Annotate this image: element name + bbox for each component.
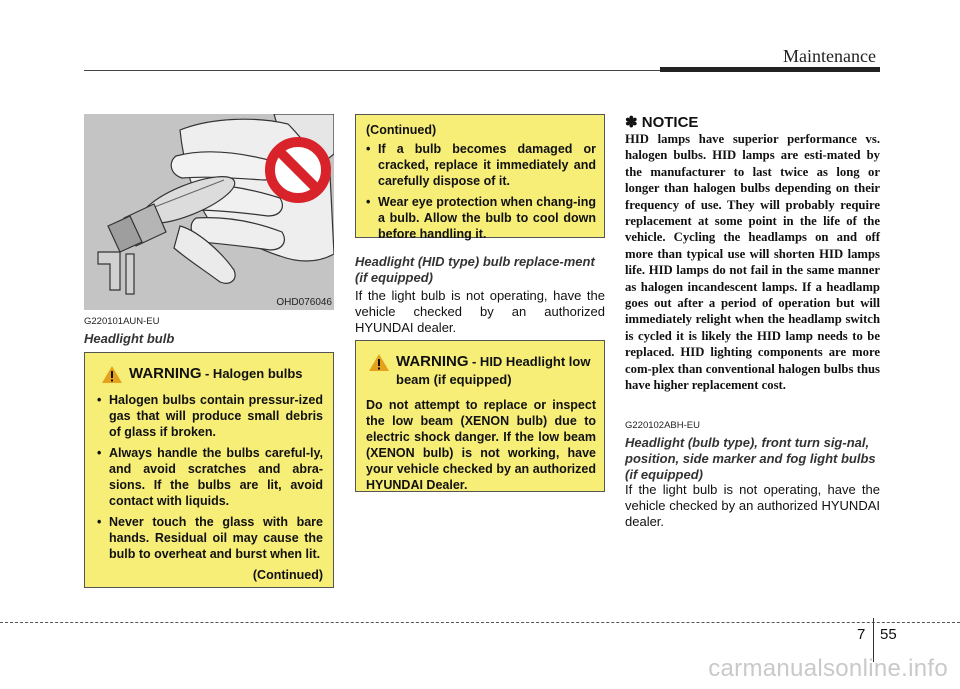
paragraph-bulb-type: If the light bulb is not operating, have the vehicle checked by an authorized HYUNDAI dealer. xyxy=(625,482,880,529)
hand-holding-bulb-drawing xyxy=(84,114,334,310)
warning-box-continued xyxy=(355,114,605,241)
heading-headlight-bulb: Headlight bulb xyxy=(84,331,175,346)
headlight-bulb-illustration xyxy=(84,114,334,310)
chapter-number: 7 xyxy=(857,626,866,643)
heading-hid-replacement: Headlight (HID type) bulb replace-ment (if equipped) xyxy=(355,254,595,285)
continued-label: (Continued) xyxy=(252,568,323,582)
warning-box-hid xyxy=(355,340,605,492)
warning-label: WARNING xyxy=(129,365,202,382)
warning-subtitle: - HID Headlight low beam (if equipped) xyxy=(396,354,591,387)
section-title: Maintenance xyxy=(783,46,876,66)
paragraph-hid: If the light bulb is not operating, have the vehicle checked by an authorized HYUNDAI dealer. xyxy=(355,288,605,335)
warning-box-halogen xyxy=(84,352,334,588)
warning-triangle-icon xyxy=(368,353,390,372)
section-code: G220102ABH-EU xyxy=(625,420,700,431)
heading-bulb-type: Headlight (bulb type), front turn sig-nal, position, side marker and fog light bulbs (if equipped) xyxy=(625,435,876,482)
warning-triangle-icon xyxy=(101,365,123,384)
list-item: • Halogen bulbs contain pressur-ized gas that will produce small debris of glass if broken. xyxy=(97,392,323,440)
list-item: • Always handle the bulbs careful-ly, and avoid scratches and abra-sions. If the bulbs are lit, avoid contact with liquids. xyxy=(97,445,323,509)
notice-text: HID lamps have superior performance vs. halogen bulbs. HID lamps are esti-mated by the manufacturer to last twice as long or longer than halogen bulbs depending on their frequency of use. They will probably require replacement at some point in the life of the vehicle. Cycling the headlamps on and off more than typical use will shorten HID lamps life. HID lamps do not fail in the same manner as halogen incandescent lamps. If a headlamp goes out after a period of operation but will immediately relight when the headlamp switch is cycled it is likely the HID lamp needs to be replaced. HID lighting components are more com-plex than conventional halogen bulbs thus have higher replacement cost. xyxy=(625,132,880,393)
header-rule-accent xyxy=(660,67,880,72)
warning-subtitle: - Halogen bulbs xyxy=(204,366,303,381)
watermark: carmanualsonline.info xyxy=(708,655,948,682)
notice-title: ✽ NOTICE xyxy=(625,114,699,131)
list-item: • Never touch the glass with bare hands. Residual oil may cause the bulb to overheat and burst when lit. xyxy=(97,514,323,562)
warning-label: WARNING xyxy=(396,353,469,370)
footer-rule xyxy=(0,622,960,623)
list-item: • If a bulb becomes damaged or cracked, replace it immediately and carefully dispose of it. xyxy=(366,141,596,189)
warning-text: Do not attempt to replace or inspect the low beam (XENON bulb) due to electric shock danger. If the low beam (XENON bulb) is not working, have your vehicle checked by an authorized HYUNDAI Dealer. xyxy=(366,398,596,492)
list-item: • Wear eye protection when chang-ing a bulb. Allow the bulb to cool down before handling it. xyxy=(366,194,596,242)
section-code: G220101AUN-EU xyxy=(84,316,160,327)
figure-code: OHD076046 xyxy=(276,297,332,308)
page-number: 55 xyxy=(880,626,897,643)
continued-label: (Continued) xyxy=(366,123,437,137)
